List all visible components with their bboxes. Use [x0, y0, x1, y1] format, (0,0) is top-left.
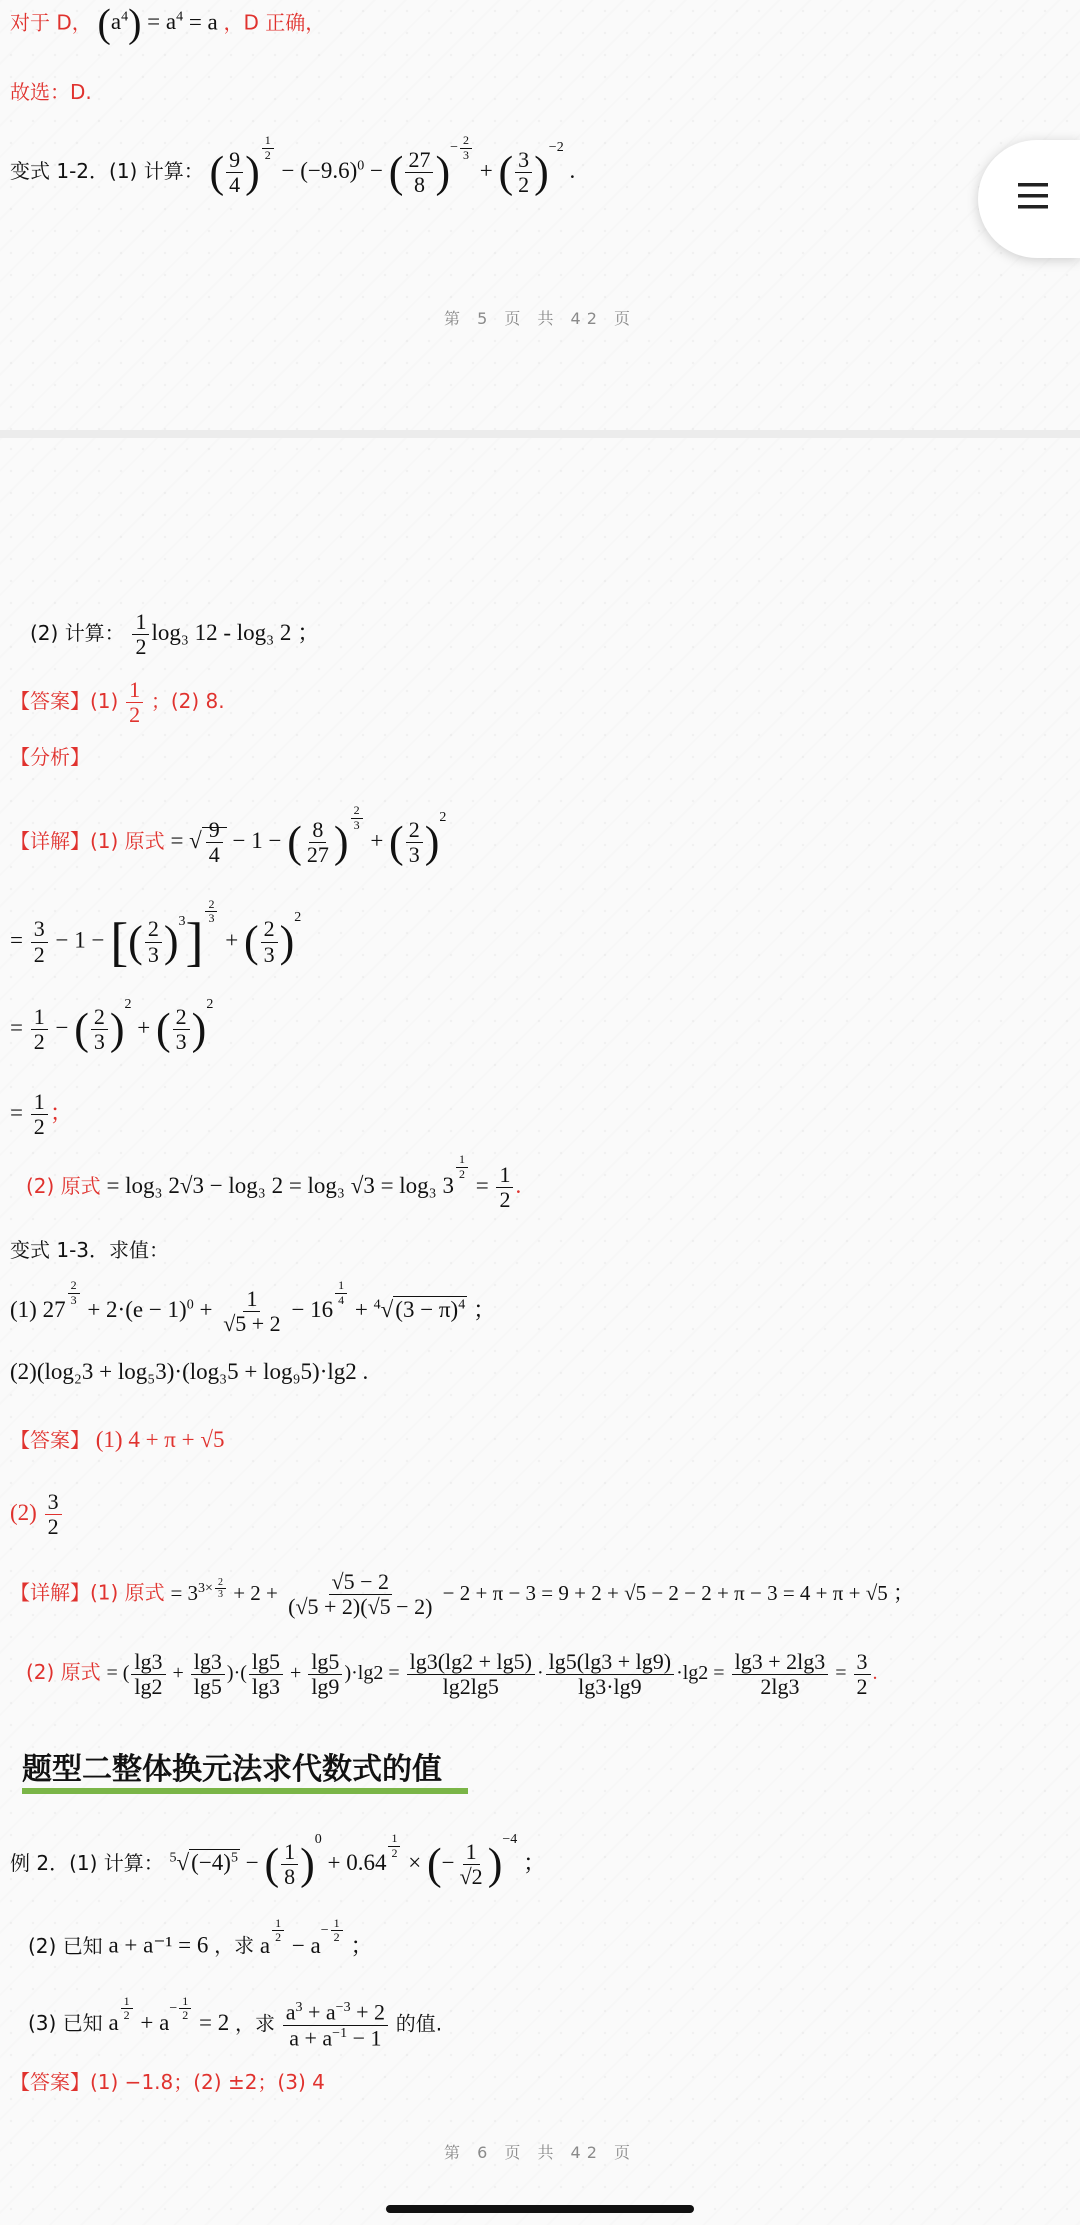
example-2-q2: (2) 已知 a + a⁻¹ = 6 ，求 a $^{\frac{1}{2}}$ − $a^{- \frac{1}{2}}$ ； — [28, 1916, 374, 1958]
answer-3: 【答案】(1) −1.8；(2) ±2；(3) 4 — [10, 2070, 325, 2094]
example-2-q3: (3) 已知 a $^{\frac{1}{2}}$ + $a^{- \frac{1}{2}}$ = 2 ，求 $\frac{a^3 + a^{-3} + 2}{a + a^{-1} - 1}$ 的值. — [28, 1993, 443, 2050]
answer-2-part-2: (2) $\frac{3}{2}$ — [10, 1490, 64, 1539]
example-2-q1: 例 2．(1) 计算： $^5√(-4)^5$ − ( $\frac{1}{8}$ )$^0$ + 0.64 $^{\frac{1}{2}}$ × (− $\frac{1}{√2}$ )$^{-4}$ ； — [10, 1831, 546, 1890]
answer-2: 【答案】 (1) 4 + π + √5 — [10, 1427, 225, 1452]
detail-3-line: 【详解】(1) 原式 = $3^{3\times \frac{2}{3}}$ + 2 + $\frac{√5 - 2}{(√5 + 2)(√5 - 2)}$ − 2 + π − 3 = 9 + 2 + √5 − 2 − 2 + π − 3 = 4 + π + √5 ； — [10, 1569, 914, 1620]
hamburger-menu-icon — [1018, 183, 1048, 209]
variant-1-3-q2: (2)(log₂3 + log₅3)·(log₃5 + log₉5)·lg2 . — [10, 1359, 369, 1384]
section-title-underline — [22, 1788, 468, 1794]
answer-choice: 故选：D. — [10, 80, 92, 104]
question-2: (2) 计算： $\frac{1}{2}$ log₃ 12 - log₃ 2 ； — [30, 609, 321, 660]
variant-1-2: 变式 1-2．(1) 计算： ( $\frac{9}{4}$ ) $^{\frac{1}{2}}$ − $(-9.6)^0$ − ( $\frac{27}{8}$ )$^{- \frac{2}{3}}$ + ( $\frac{3}{2}$ )$^{-2}$ . — [10, 133, 576, 198]
option-d-line: 对于 D， $(a^4) = a^4 = a$ ，D 正确， — [10, 1, 326, 46]
detail-4-line: (2) 原式 = ( $\frac{\lg 3}{\lg 2}$ + $\frac{\lg 3}{\lg 5}$ )·( $\frac{\lg 5}{\lg 3}$ + $\frac{\lg 5}{\lg 9}$ )·lg2 = $\frac{\lg 3(\lg 2 + \lg 5)}{\lg 2\lg 5}$ · $\frac{\lg 5(\lg 3 + \lg 9)}{\lg 3\cdot\lg 9}$ ·lg2 = $\frac{\lg 3 + 2\lg 3}{2\lg 3}$ = $\frac{3}{2}$ . — [26, 1649, 878, 1700]
variant-1-3: 变式 1-3．求值： — [10, 1238, 170, 1262]
detail-1-line-3: = $\frac{1}{2}$ − ( $\frac{2}{3}$ )$^2$ + ( $\frac{2}{3}$ )$^2$ — [10, 997, 214, 1055]
page-footer-6: 第 6 页 共 42 页 — [444, 2143, 636, 2162]
analysis-label: 【分析】 — [10, 745, 90, 769]
section-title: 题型二整体换元法求代数式的值 — [22, 1744, 468, 1784]
detail-1-line-2: = $\frac{3}{2}$ − 1 − [( $\frac{2}{3}$ )$^3$] $^{\frac{2}{3}}$ + ( $\frac{2}{3}$ )$^2$ — [10, 896, 302, 972]
answer-1: 【答案】(1) $\frac{1}{2}$ ；(2) 8. — [10, 677, 225, 728]
detail-1-line-1: 【详解】(1) 原式 = √ $\frac{9}{4}$ − 1 − ( $\frac{8}{27}$ ) $^{\frac{2}{3}}$ + ( $\frac{2}{3}$ )$^2$ — [10, 803, 447, 868]
detail-1-line-4: = $\frac{1}{2}$ ； — [10, 1089, 73, 1140]
document-page-5 — [0, 0, 1080, 430]
home-indicator[interactable] — [386, 2205, 694, 2213]
detail-2-line: (2) 原式 = log₃ 2√3 − log₃ 2 = log₃ √3 = log₃ 3 $^{\frac{1}{2}}$ = $\frac{1}{2}$ . — [26, 1152, 522, 1213]
variant-1-3-q1: (1) 27 $^{\frac{2}{3}}$ + $2\cdot(e - 1)^0$ + $\frac{1}{√5 + 2}$ − 16 $^{\frac{1}{4}}$ + $^4√(3 - \pi)^4$ ； — [10, 1278, 496, 1337]
page-footer: 第 5 页 共 42 页 — [444, 309, 636, 328]
